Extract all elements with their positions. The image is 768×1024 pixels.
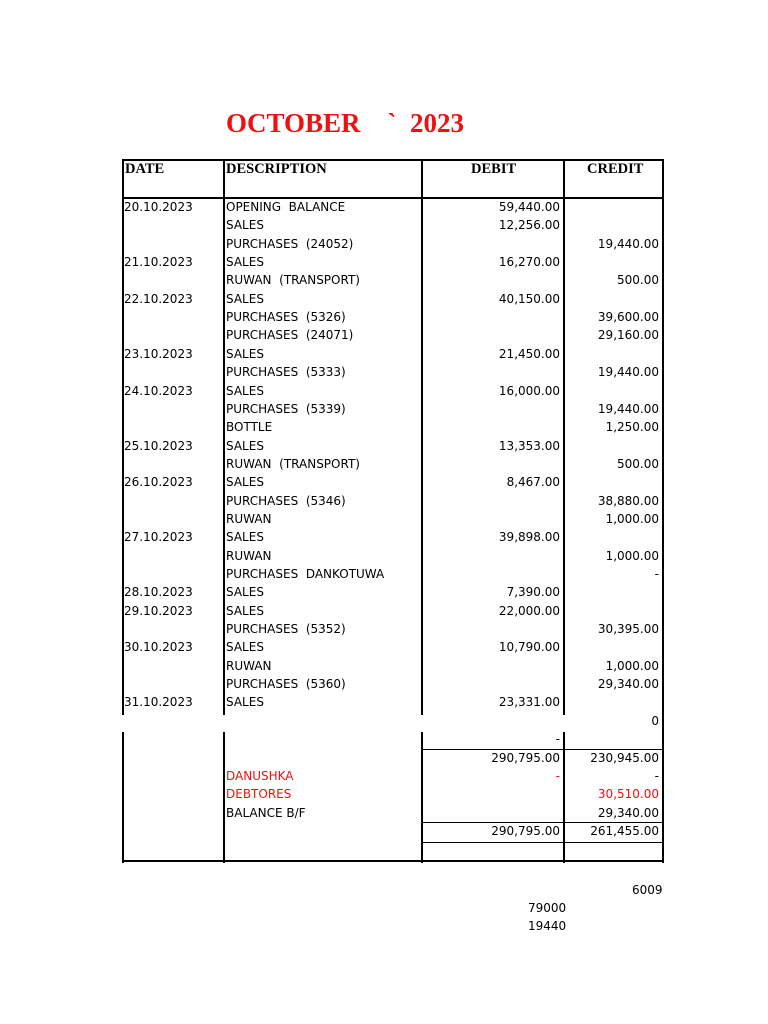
row-description: SALES — [226, 585, 264, 600]
header-credit: CREDIT — [587, 161, 644, 177]
row-debit: 23,331.00 — [498, 695, 560, 710]
row-description: RUWAN (TRANSPORT) — [226, 456, 360, 471]
row-description: SALES — [226, 255, 264, 270]
row-date: 31.10.2023 — [124, 695, 193, 710]
row-description: PURCHASES DANKOTUWA — [226, 567, 385, 581]
row-credit: 29,340.00 — [597, 677, 659, 692]
divider-desc-debit — [421, 159, 423, 863]
row-debit: 290,795.00 — [491, 823, 560, 838]
row-description: PURCHASES (5352) — [226, 622, 346, 637]
row-credit: 19,440.00 — [597, 365, 659, 380]
row-date: 26.10.2023 — [124, 475, 193, 490]
row-debit: 21,450.00 — [498, 346, 560, 361]
row-debit: 290,795.00 — [491, 750, 560, 765]
row-debit: 8,467.00 — [506, 475, 560, 490]
row-debit: - — [555, 768, 560, 783]
row-description: SALES — [226, 695, 264, 710]
row-description: BALANCE B/F — [226, 805, 306, 820]
row-description: PURCHASES (5326) — [226, 310, 346, 325]
row-date: 27.10.2023 — [124, 530, 193, 545]
row-credit: 261,455.00 — [590, 823, 659, 838]
row-credit: 29,160.00 — [597, 328, 659, 343]
row-description: SALES — [226, 438, 264, 453]
header-debit: DEBIT — [471, 161, 517, 177]
row-date: 30.10.2023 — [124, 640, 193, 655]
row-credit: - — [654, 768, 659, 783]
row-date: 28.10.2023 — [124, 585, 193, 600]
row-description: PURCHASES (5360) — [226, 677, 346, 692]
row-credit: 19,440.00 — [597, 236, 659, 251]
row-description: PURCHASES (24071) — [226, 328, 354, 343]
border-top — [122, 159, 664, 161]
row-date: 25.10.2023 — [124, 438, 193, 453]
row-description: RUWAN — [226, 548, 272, 563]
row-credit: 1,250.00 — [605, 420, 659, 435]
row-description: DANUSHKA — [226, 768, 294, 783]
row-credit: 500.00 — [617, 456, 659, 471]
page-title: OCTOBER ` 2023 — [226, 108, 465, 138]
row-debit: 7,390.00 — [506, 585, 560, 600]
row-gap — [122, 715, 124, 732]
row-date: 21.10.2023 — [124, 255, 193, 270]
row-debit: 39,898.00 — [498, 530, 560, 545]
row-gap — [563, 715, 565, 732]
row-debit: 59,440.00 — [498, 200, 560, 214]
row-credit: 0 — [651, 713, 659, 728]
row-debit: 22,000.00 — [498, 603, 560, 618]
row-description: DEBTORES — [226, 787, 292, 802]
note-value: 6009 — [632, 883, 663, 897]
row-description: PURCHASES (5346) — [226, 493, 346, 508]
row-description: SALES — [226, 346, 264, 361]
border-bottom — [122, 860, 664, 862]
row-debit: 16,270.00 — [498, 255, 560, 270]
row-date: 24.10.2023 — [124, 383, 193, 398]
divider-date-desc — [223, 159, 225, 863]
row-gap — [223, 715, 225, 732]
divider-debit-credit — [563, 159, 565, 863]
row-credit: 1,000.00 — [605, 511, 659, 526]
row-debit: - — [555, 732, 560, 747]
row-credit: 29,340.00 — [597, 805, 659, 820]
row-date: 29.10.2023 — [124, 603, 193, 618]
total-line-bottom — [423, 842, 662, 843]
row-debit: 10,790.00 — [498, 640, 560, 655]
ledger-table — [122, 159, 664, 863]
header-bottom-line — [122, 197, 664, 199]
header-description: DESCRIPTION — [226, 161, 327, 177]
row-credit: - — [654, 567, 659, 581]
row-date: 23.10.2023 — [124, 346, 193, 361]
row-debit: 13,353.00 — [498, 438, 560, 453]
row-credit: 38,880.00 — [597, 493, 659, 508]
row-description: SALES — [226, 530, 264, 545]
row-date: 22.10.2023 — [124, 291, 193, 306]
row-description: RUWAN — [226, 658, 272, 673]
row-credit: 39,600.00 — [597, 310, 659, 325]
row-description: PURCHASES (24052) — [226, 236, 354, 251]
row-credit: 230,945.00 — [590, 750, 659, 765]
row-date: 20.10.2023 — [124, 200, 193, 214]
row-debit: 40,150.00 — [498, 291, 560, 306]
row-debit: 16,000.00 — [498, 383, 560, 398]
row-credit: 30,395.00 — [597, 622, 659, 637]
row-description: SALES — [226, 603, 264, 618]
row-credit: 1,000.00 — [605, 548, 659, 563]
row-description: RUWAN — [226, 511, 272, 526]
row-description: SALES — [226, 291, 264, 306]
row-description: SALES — [226, 383, 264, 398]
row-description: SALES — [226, 640, 264, 655]
row-gap — [421, 715, 423, 732]
row-credit: 19,440.00 — [597, 401, 659, 416]
row-debit: 12,256.00 — [498, 218, 560, 233]
row-description: PURCHASES (5339) — [226, 401, 346, 416]
row-credit: 30,510.00 — [597, 787, 659, 802]
row-credit: 1,000.00 — [605, 658, 659, 673]
note-value: 79000 — [528, 901, 567, 915]
header-date: DATE — [125, 161, 165, 177]
row-credit: 500.00 — [617, 273, 659, 288]
row-description: RUWAN (TRANSPORT) — [226, 273, 360, 288]
row-description: OPENING BALANCE — [226, 200, 346, 214]
note-value: 19440 — [528, 919, 567, 933]
row-description: BOTTLE — [226, 420, 273, 435]
row-description: SALES — [226, 475, 264, 490]
row-description: SALES — [226, 218, 264, 233]
border-right — [662, 159, 664, 863]
row-description: PURCHASES (5333) — [226, 365, 346, 380]
